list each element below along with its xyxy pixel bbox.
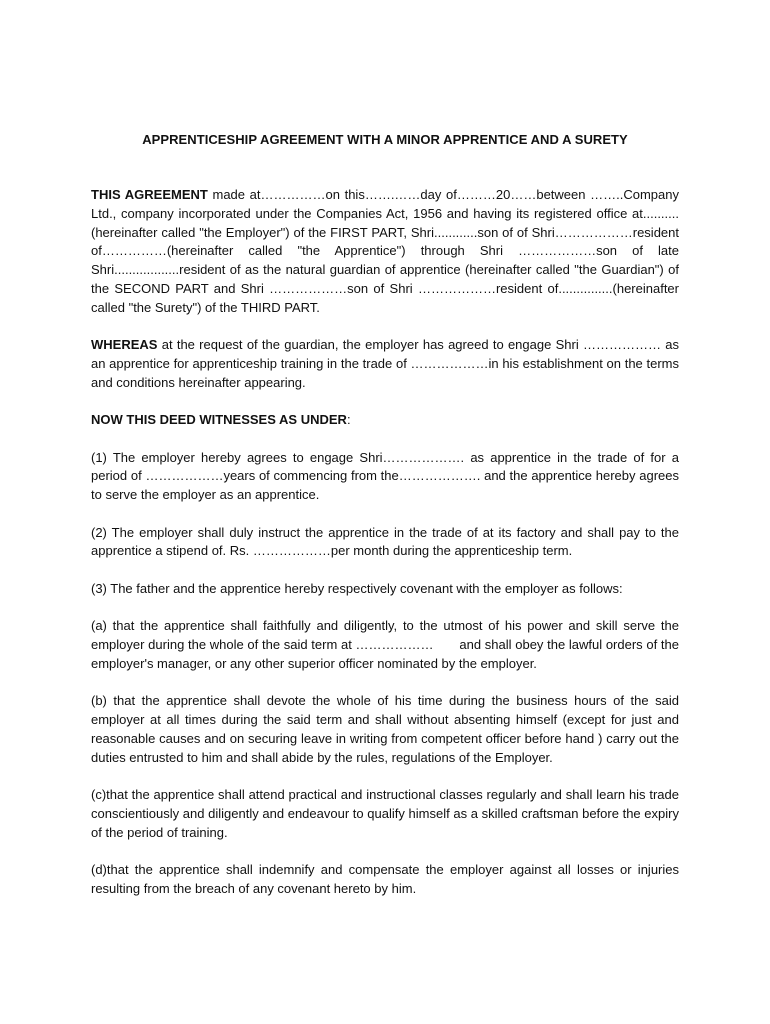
paragraph-text: (c)that the apprentice shall attend practical and instructional classes regularly and shall learn his trade conscientiously and diligently and endeavour to qualify himself as a skilled craftsman before the expiry of the period of training.	[91, 787, 679, 840]
clause-3a	[91, 617, 683, 673]
document-body	[91, 186, 683, 899]
clause-2	[91, 524, 679, 562]
document-title: APPRENTICESHIP AGREEMENT WITH A MINOR APPRENTICE AND A SURETY	[142, 132, 628, 147]
paragraph-lead: THIS AGREEMENT	[91, 187, 208, 202]
clause-3b	[91, 692, 679, 767]
paragraph-this-agreement	[91, 186, 679, 317]
paragraph-text: made at……………on this…….……day of………20……between ……..Company Ltd., company incorporated under the Companies Act, 1956 and having its registered office at..........(hereinafter called "the Employer") of the FIRST PART, Shri............son of of Shri………………resident of……………(hereinafter called "the Apprentice") through Shri ………………son of late Shri..................resident of as the natural guardian of apprentice (hereinafter called "the Guardian") of the SECOND PART and Shri ………………son of Shri ………………resident of...............(hereinafter called "the Surety") of the THIRD PART.	[91, 187, 679, 315]
paragraph-text: :	[346, 412, 351, 427]
clause-3	[91, 580, 679, 599]
paragraph-text: (d)that the apprentice shall indemnify and compensate the employer against all losses or injuries resulting from the breach of any covenant hereto by him.	[91, 862, 679, 896]
clause-3c	[91, 786, 679, 842]
paragraph-text: (3) The father and the apprentice hereby respectively covenant with the employer as follows:	[91, 580, 623, 596]
paragraph-text: (2) The employer shall duly instruct the apprentice in the trade of at its factory and shall pay to the apprentice a stipend of. Rs. ………………per month during the apprenticeship term.	[91, 524, 679, 559]
clause-3d	[91, 861, 679, 899]
paragraph-lead: WHEREAS	[91, 337, 158, 352]
paragraph-whereas	[91, 336, 679, 392]
clause-1	[91, 449, 679, 505]
paragraph-text: (a) that the apprentice shall faithfully and diligently, to the utmost of his power and skill serve the employer during the whole of the said term at ……………… and shall obey the lawful orders of the employer's manager, or any other superior officer nominated by the employer.	[91, 618, 683, 671]
paragraph-witnesses	[91, 411, 679, 430]
paragraph-text: (1) The employer hereby agrees to engage Shri………………. as apprentice in the trade of for a period of ………………years of commencing from the………………. and the apprentice hereby agrees to serve the employer as an apprentice.	[91, 449, 679, 502]
paragraph-text: at the request of the guardian, the employer has agreed to engage Shri ……………… as an apprentice for apprenticeship training in the trade of ………………in his establishment on the terms and conditions hereinafter appearing.	[91, 337, 679, 390]
paragraph-text: (b) that the apprentice shall devote the whole of his time during the business hours of the said employer at all times during the said term and shall without absenting himself (except for just and reasonable causes and on securing leave in writing from competent officer before hand ) carry out the duties entrusted to him and shall abide by the rules, regulations of the Employer.	[91, 693, 679, 765]
paragraph-lead: NOW THIS DEED WITNESSES AS UNDER	[91, 412, 347, 427]
